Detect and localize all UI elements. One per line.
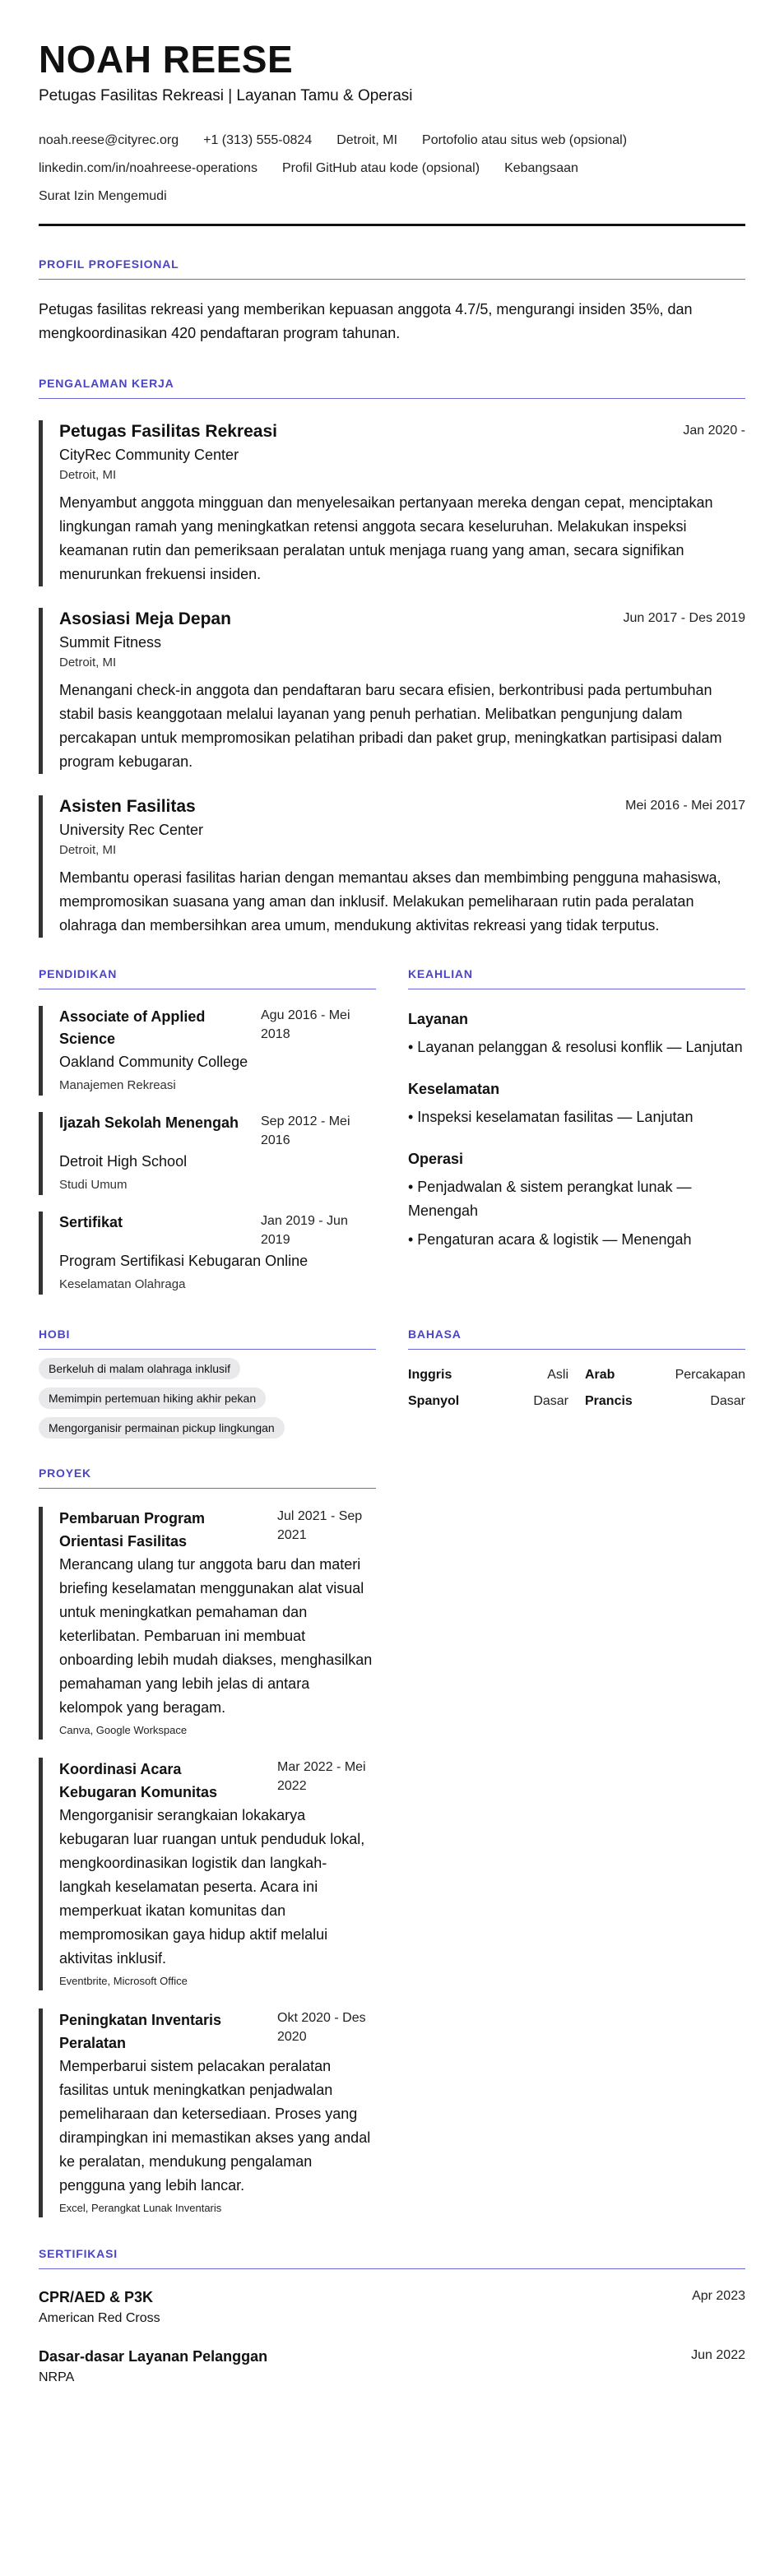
hobby-list: [39, 1358, 376, 1439]
education-degree: Associate of Applied Science: [59, 1008, 206, 1047]
project-title: Koordinasi Acara Kebugaran Komunitas: [59, 1761, 218, 1800]
language-item: [408, 1368, 568, 1383]
project-description: Merancang ulang tur anggota baru dan materi briefing keselamatan menggunakan alat visual untuk meningkatkan pemahaman dan keterlibatan. Pembaruan ini membuat onboarding lebih mudah diakses, menghasilkan pemahaman yang lebih jelas di antara kelompok yang beragam.: [59, 1556, 373, 1716]
summary-text: Petugas fasilitas rekreasi yang memberikan kepuasan anggota 4.7/5, mengurangi insiden 35%, dan mengkoordinasikan 420 pendaftaran program tahunan.: [39, 301, 693, 341]
project-tools: Canva, Google Workspace: [59, 1724, 188, 1736]
section-title-experience: PENGALAMAN KERJA: [39, 377, 745, 399]
education-entry: [39, 1112, 376, 1195]
skill-group-name: Layanan: [408, 1011, 469, 1027]
language-item: [408, 1394, 568, 1409]
education-degree: Ijazah Sekolah Menengah: [59, 1114, 239, 1131]
hobbies-section: [39, 1327, 376, 1439]
job-location: Detroit, MI: [59, 468, 117, 482]
section-title-summary: PROFIL PROFESIONAL: [39, 257, 745, 280]
language-item: [585, 1394, 745, 1409]
certification-date: Apr 2023: [692, 2289, 745, 2303]
header-divider: [39, 224, 745, 226]
education-skills-row: [39, 967, 745, 1295]
job-company: Summit Fitness: [59, 634, 162, 651]
contact-license: Surat Izin Mengemudi: [39, 189, 167, 203]
project-tools: Eventbrite, Microsoft Office: [59, 1975, 188, 1987]
project-tools: Excel, Perangkat Lunak Inventaris: [59, 2202, 222, 2214]
language-level: Dasar: [533, 1394, 568, 1408]
project-description: Mengorganisir serangkaian lokakarya kebugaran luar ruangan untuk penduduk lokal, mengkoordinasikan logistik dan langkah-langkah keselamatan peserta. Acara ini memperkuat ikatan komunitas dan mempromosikan gaya hidup aktif melalui aktivitas inklusif.: [59, 1807, 365, 1967]
project-description: Memperbarui sistem pelacakan peralatan fasilitas untuk meningkatkan penjadwalan pemeliharaan dan ketersediaan. Proses yang dirampingkan ini memastikan akses yang andal ke peralatan, mendukung pengalaman pengguna yang lebih lancar.: [59, 2058, 371, 2194]
job-title: Petugas Fasilitas Rekreasi: [59, 422, 277, 441]
skill-group: [408, 1147, 745, 1252]
job-title: Asisten Fasilitas: [59, 797, 196, 816]
resume-header: [39, 38, 745, 226]
certification-entry: [39, 2286, 745, 2328]
job-dates: Jan 2020 -: [683, 424, 745, 438]
headline: Petugas Fasilitas Rekreasi | Layanan Tamu & Operasi: [39, 87, 413, 104]
education-entry: [39, 1212, 376, 1295]
section-title-hobbies: HOBI: [39, 1327, 376, 1350]
language-level: Dasar: [710, 1394, 745, 1408]
skill-item: • Pengaturan acara & logistik — Menengah: [408, 1231, 692, 1248]
hobby-tag: Memimpin pertemuan hiking akhir pekan: [39, 1388, 266, 1409]
summary-section: [39, 257, 745, 345]
skill-item: • Layanan pelanggan & resolusi konflik — Lanjutan: [408, 1039, 743, 1055]
certification-name: Dasar-dasar Layanan Pelanggan: [39, 2348, 268, 2365]
hobby-tag: Mengorganisir permainan pickup lingkungan: [39, 1417, 285, 1439]
contact-location: Detroit, MI: [336, 133, 398, 147]
job-description: Menyambut anggota mingguan dan menyelesaikan pertanyaan mereka dengan cepat, menciptakan lingkungan ramah yang meningkatkan retensi anggota secara keseluruhan. Melakukan inspeksi keamanan rutin dan pemeriksaan peralatan untuk menjaga ruang yang aman, secara signifikan menurunkan frekuensi insiden.: [59, 494, 713, 582]
section-title-projects: PROYEK: [39, 1466, 376, 1489]
candidate-name: NOAH REESE: [39, 38, 294, 81]
project-dates: Jul 2021 - Sep 2021: [277, 1509, 363, 1542]
skill-item: • Penjadwalan & sistem perangkat lunak — Menengah: [408, 1179, 692, 1219]
education-dates: Sep 2012 - Mei 2016: [261, 1114, 350, 1147]
job-description: Membantu operasi fasilitas harian dengan memantau akses dan membimbing pengguna mahasiswa, mempromosikan suasana yang aman dan inklusif. Melakukan pemeliharaan rutin pada peralatan olahraga dan membersihkan area umum, mendukung aktivitas rekreasi yang tidak terputus.: [59, 869, 721, 934]
projects-row: [39, 1466, 745, 2217]
job-entry: [39, 420, 745, 586]
job-title: Asosiasi Meja Depan: [59, 609, 231, 628]
section-title-skills: KEAHLIAN: [408, 967, 745, 989]
certification-name: CPR/AED & P3K: [39, 2289, 154, 2305]
contact-github[interactable]: Profil GitHub atau kode (opsional): [281, 161, 480, 175]
education-field: Manajemen Rekreasi: [59, 1078, 176, 1092]
skill-group: [408, 1008, 745, 1059]
education-section: [39, 967, 376, 1295]
contact-linkedin[interactable]: linkedin.com/in/noahreese-operations: [39, 161, 257, 175]
language-item: [585, 1368, 745, 1383]
skill-group-name: Operasi: [408, 1151, 464, 1167]
experience-section: [39, 377, 745, 938]
job-location: Detroit, MI: [59, 656, 117, 669]
contact-info: [39, 127, 745, 211]
job-entry: [39, 608, 745, 774]
language-name: Inggris: [408, 1368, 452, 1382]
hobby-tag: Berkeluh di malam olahraga inklusif: [39, 1358, 240, 1379]
certifications-section: [39, 2247, 745, 2388]
education-degree: Sertifikat: [59, 1214, 123, 1230]
skill-group: [408, 1077, 745, 1129]
language-name: Spanyol: [408, 1394, 460, 1408]
section-title-languages: BAHASA: [408, 1327, 745, 1350]
project-dates: Okt 2020 - Des 2020: [277, 2011, 366, 2044]
education-field: Studi Umum: [59, 1178, 128, 1192]
certification-date: Jun 2022: [691, 2348, 745, 2362]
projects-section: [39, 1466, 376, 2217]
job-description: Menangani check-in anggota dan pendaftaran baru secara efisien, berkontribusi pada pertumbuhan stabil basis keanggotaan melalui layanan yang penuh perhatian. Melibatkan pengunjung dalam percakapan untuk mempromosikan pelatihan pribadi dan paket grup, meningkatkan partisipasi dalam program kebugaran.: [59, 682, 722, 770]
project-entry: [39, 2008, 376, 2217]
education-dates: Agu 2016 - Mei 2018: [261, 1008, 350, 1041]
job-company: CityRec Community Center: [59, 447, 239, 463]
contact-phone[interactable]: +1 (313) 555-0824: [203, 133, 313, 147]
hobbies-languages-row: [39, 1327, 745, 1439]
section-title-certifications: SERTIFIKASI: [39, 2247, 745, 2269]
education-school: Oakland Community College: [59, 1054, 248, 1070]
education-school: Program Sertifikasi Kebugaran Online: [59, 1253, 308, 1269]
contact-email[interactable]: noah.reese@cityrec.org: [39, 133, 179, 147]
language-level: Asli: [547, 1368, 568, 1382]
contact-portfolio[interactable]: Portofolio atau situs web (opsional): [422, 133, 628, 147]
project-title: Peningkatan Inventaris Peralatan: [59, 2012, 222, 2051]
education-dates: Jan 2019 - Jun 2019: [261, 1214, 348, 1247]
education-field: Keselamatan Olahraga: [59, 1277, 186, 1291]
certification-entry: [39, 2345, 745, 2388]
section-title-education: PENDIDIKAN: [39, 967, 376, 989]
job-location: Detroit, MI: [59, 843, 117, 857]
language-level: Percakapan: [675, 1368, 745, 1382]
project-entry: [39, 1758, 376, 1990]
education-school: Detroit High School: [59, 1153, 188, 1170]
language-name: Prancis: [585, 1394, 633, 1408]
language-name: Arab: [585, 1368, 615, 1382]
project-title: Pembaruan Program Orientasi Fasilitas: [59, 1510, 206, 1550]
job-company: University Rec Center: [59, 822, 204, 838]
project-dates: Mar 2022 - Mei 2022: [277, 1760, 366, 1793]
contact-nationality: Kebangsaan: [504, 161, 578, 175]
certification-issuer: American Red Cross: [39, 2311, 160, 2325]
skills-section: [408, 967, 745, 1295]
education-entry: [39, 1006, 376, 1096]
certification-issuer: NRPA: [39, 2370, 75, 2384]
languages-section: [408, 1327, 745, 1439]
skill-item: • Inspeksi keselamatan fasilitas — Lanjutan: [408, 1109, 694, 1125]
project-entry: [39, 1507, 376, 1740]
job-entry: [39, 795, 745, 938]
job-dates: Mei 2016 - Mei 2017: [625, 799, 745, 813]
job-dates: Jun 2017 - Des 2019: [623, 611, 745, 625]
skill-group-name: Keselamatan: [408, 1081, 500, 1097]
language-list: [408, 1368, 745, 1409]
